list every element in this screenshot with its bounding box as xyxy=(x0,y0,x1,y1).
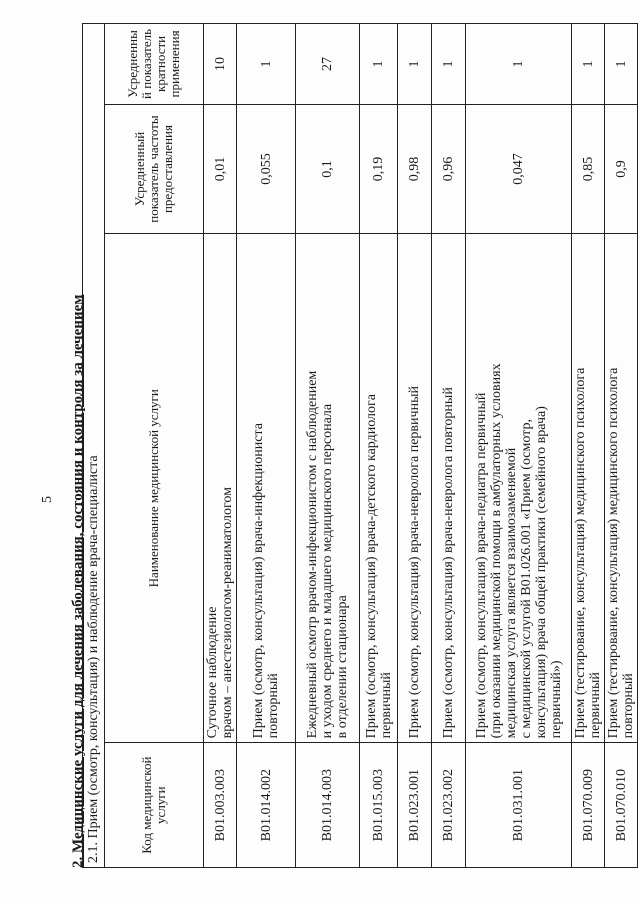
table-row xyxy=(432,24,466,868)
service-multiplicity: 1 xyxy=(572,24,605,105)
service-name: Прием (осмотр, консультация) врача-детского кардиолога первичный xyxy=(360,234,398,743)
service-name: Прием (осмотр, консультация) врача-невролога повторный xyxy=(432,234,466,743)
service-multiplicity: 1 xyxy=(360,24,398,105)
service-code: B01.015.003 xyxy=(360,743,398,868)
rotated-content xyxy=(40,23,636,868)
service-name: Прием (осмотр, консультация) врача-педиатра первичный (при оказании медицинской помощи в амбулаторных условиях медицинская услуга является взаимозаменяемой с медицинской услугой B01.026.001 «Прием (осмотр, консультация) врача общей практики (семейного врача) первичный») xyxy=(466,234,572,743)
service-name: Суточное наблюдение врачом – анестезиологом-реаниматологом xyxy=(204,234,237,743)
service-code: B01.070.010 xyxy=(605,743,638,868)
service-code: B01.070.009 xyxy=(572,743,605,868)
header-code: Код медицинской услуги xyxy=(105,743,204,868)
service-frequency: 0,85 xyxy=(572,104,605,233)
service-frequency: 0,96 xyxy=(432,104,466,233)
table-row xyxy=(398,24,432,868)
service-code: B01.014.002 xyxy=(237,743,296,868)
service-code: B01.003.003 xyxy=(204,743,237,868)
service-name: Прием (тестирование, консультация) медицинского психолога первичный xyxy=(572,234,605,743)
service-name: Прием (тестирование, консультация) медицинского психолога повторный xyxy=(605,234,638,743)
services-table xyxy=(82,23,638,868)
header-name: Наименование медицинской услуги xyxy=(105,234,204,743)
table-row xyxy=(204,24,237,868)
table-row xyxy=(360,24,398,868)
service-multiplicity: 1 xyxy=(398,24,432,105)
service-multiplicity: 1 xyxy=(432,24,466,105)
service-frequency: 0,9 xyxy=(605,104,638,233)
service-frequency: 0,1 xyxy=(296,104,360,233)
section-title: 2. Медицинские услуги для лечения заболевания, состояния и контроля за лечением xyxy=(70,294,86,868)
service-code: B01.023.002 xyxy=(432,743,466,868)
service-code: B01.031.001 xyxy=(466,743,572,868)
service-multiplicity: 10 xyxy=(204,24,237,105)
table-row xyxy=(466,24,572,868)
service-code: B01.014.003 xyxy=(296,743,360,868)
table-row xyxy=(237,24,296,868)
page-number: 5 xyxy=(40,496,55,503)
header-multiplicity: Усредненный показатель кратности применения xyxy=(105,24,204,105)
service-multiplicity: 1 xyxy=(605,24,638,105)
service-frequency: 0,98 xyxy=(398,104,432,233)
header-frequency: Усредненный показатель частоты предоставления xyxy=(105,104,204,233)
service-name: Прием (осмотр, консультация) врача-невролога первичный xyxy=(398,234,432,743)
service-multiplicity: 1 xyxy=(466,24,572,105)
service-name: Ежедневный осмотр врачом-инфекционистом с наблюдением и уходом среднего и младшего медицинского персонала в отделении стационара xyxy=(296,234,360,743)
table-row xyxy=(296,24,360,868)
table-header-row xyxy=(105,24,204,868)
service-frequency: 0,055 xyxy=(237,104,296,233)
subsection-title: 2.1. Прием (осмотр, консультация) и наблюдение врача-специалиста xyxy=(83,24,105,868)
service-multiplicity: 1 xyxy=(237,24,296,105)
table-row xyxy=(605,24,638,868)
service-name: Прием (осмотр, консультация) врача-инфекциониста повторный xyxy=(237,234,296,743)
service-frequency: 0,19 xyxy=(360,104,398,233)
table-row xyxy=(572,24,605,868)
service-code: B01.023.001 xyxy=(398,743,432,868)
service-multiplicity: 27 xyxy=(296,24,360,105)
service-frequency: 0,01 xyxy=(204,104,237,233)
service-frequency: 0,047 xyxy=(466,104,572,233)
